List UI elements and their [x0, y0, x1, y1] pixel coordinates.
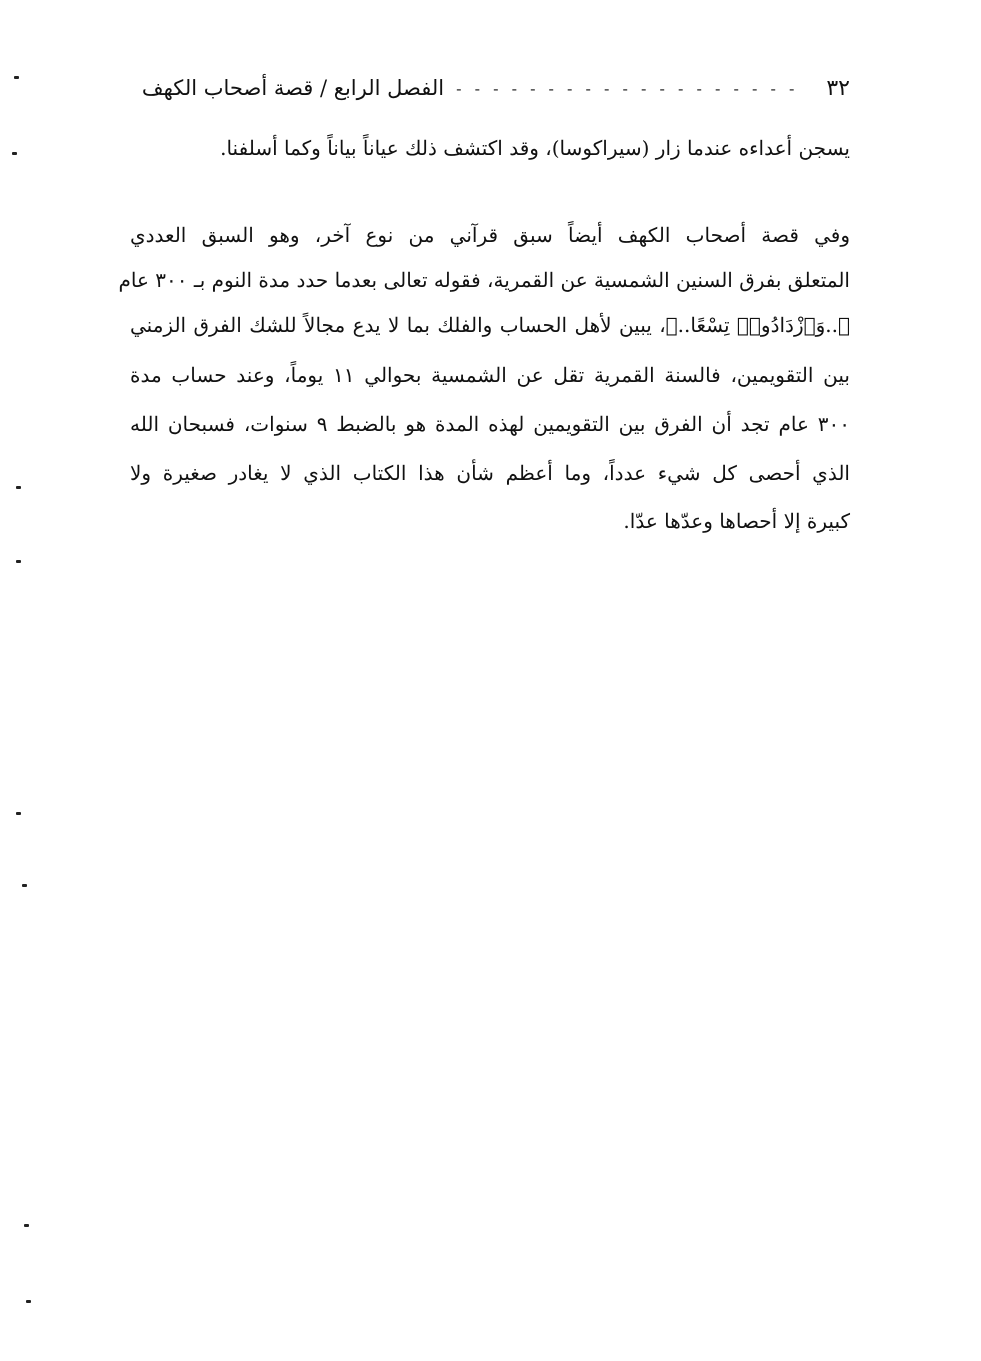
header-leader-dashes: - - - - - - - - - - - - - - - - - - -	[456, 78, 799, 98]
page-number: ٣٢	[826, 75, 850, 101]
scan-speck	[16, 812, 21, 815]
scan-speck	[26, 1300, 31, 1303]
scan-speck	[22, 884, 27, 887]
running-header	[112, 68, 850, 108]
paragraph-1-line-1: يسجن أعداءه عندما زار (سيراكوسا)، وقد اكتشف ذلك عياناً بياناً وكما أسلفنا.	[220, 136, 850, 160]
scan-speck	[16, 486, 21, 489]
scan-speck	[14, 76, 19, 79]
paragraph-2-line-4: بين التقويمين، فالسنة القمرية تقل عن الشمسية بحوالي ١١ يوماً، وعند حساب مدة	[130, 363, 850, 387]
scan-speck	[12, 152, 17, 155]
paragraph-2-line-5: ٣٠٠ عام تجد أن الفرق بين التقويمين لهذه المدة هو بالضبط ٩ سنوات، فسبحان الله	[130, 412, 850, 436]
paragraph-2-line-6: الذي أحصى كل شيء عدداً، وما أعظم شأن هذا الكتاب الذي لا يغادر صغيرة ولا	[130, 461, 850, 485]
paragraph-2-line-3: ﴿..وَٱزْدَادُوا۟ تِسْعًا..﴾، يبين لأهل الحساب والفلك بما لا يدع مجالاً للشك الفرق الزمني	[130, 313, 850, 337]
scan-speck	[24, 1224, 29, 1227]
header-chapter-title: الفصل الرابع / قصة أصحاب الكهف	[141, 76, 445, 100]
paragraph-2-line-2: المتعلق بفرق السنين الشمسية عن القمرية، فقوله تعالى بعدما حدد مدة النوم بـ ٣٠٠ عام	[118, 268, 850, 292]
paragraph-2-line-1: وفي قصة أصحاب الكهف أيضاً سبق قرآني من نوع آخر، وهو السبق العددي	[130, 223, 850, 247]
scan-speck	[16, 560, 21, 563]
paragraph-2-line-7: كبيرة إلا أحصاها وعدّها عدّا.	[623, 509, 850, 533]
